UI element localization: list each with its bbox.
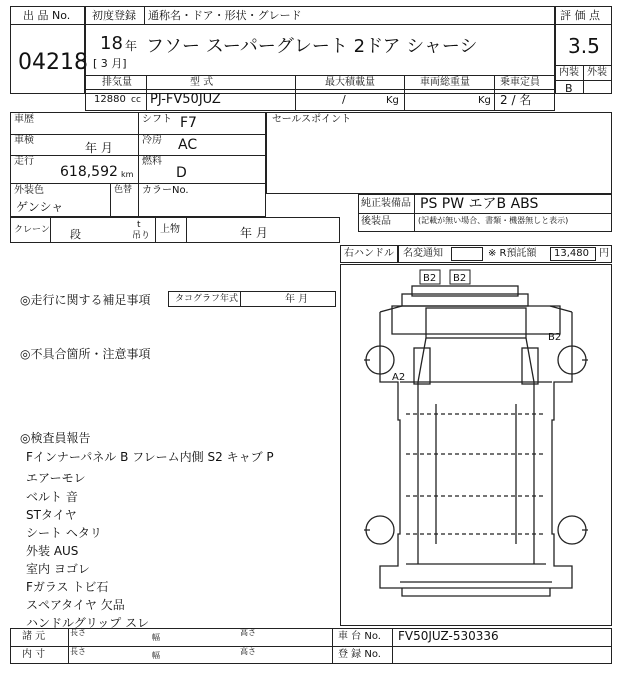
yen-unit: 円 [599, 248, 609, 259]
shift-label: シフト [142, 114, 172, 125]
color-change-label: 色替 [114, 185, 133, 195]
ac-label: 冷房 [142, 135, 162, 146]
crane-hoist: 吊り [132, 231, 151, 241]
note-line: ベルト 音 [26, 490, 78, 504]
length-label: 長さ [70, 628, 86, 637]
odo-value: 13,480 [554, 248, 589, 259]
defects-title: ◎不具合箇所・注意事項 [20, 347, 151, 361]
fuel-label: 燃料 [142, 156, 162, 167]
damage-mark: A2 [392, 372, 406, 383]
score-value: 3.5 [568, 34, 600, 58]
inner-dim-label: 内 寸 [22, 649, 46, 660]
displacement-label: 排気量 [102, 77, 132, 88]
note-line: 室内 ヨゴレ [26, 562, 90, 576]
chassis-label: 車 台 No. [338, 631, 381, 642]
truck-diagram [340, 264, 612, 626]
ext-color-value: ゲンシャ [16, 200, 64, 214]
lot-no-label: 出 品 No. [23, 9, 71, 22]
sales-point-label: セールスポイント [272, 114, 352, 125]
kg-unit-2: Kg [478, 95, 491, 106]
damage-mark: B2 [453, 273, 467, 284]
max-load-label: 最大積載量 [325, 77, 375, 88]
registration-label: 登 録 No. [338, 649, 381, 660]
tacho-value: 年 月 [285, 294, 309, 305]
mileage-label: 走行 [14, 156, 34, 167]
max-load-value: / [342, 93, 346, 106]
fuel-value: D [176, 165, 187, 181]
tacho-label: タコグラフ年式 [175, 294, 239, 304]
month-bracket: [ 3 月] [93, 57, 127, 70]
crane-label: クレーン [14, 225, 50, 235]
upper-label: 上物 [160, 224, 180, 235]
gross-weight-label: 車両総重量 [420, 77, 470, 88]
displacement-value: 12880 [94, 94, 126, 105]
note-line: 外装 AUS [26, 544, 79, 558]
kg-unit-1: Kg [386, 95, 399, 106]
after-note: (記載が無い場合、書類・機器無しと表示) [418, 216, 569, 225]
capacity-value: 2 / 名 [500, 93, 532, 107]
note-line: エアーモレ [26, 471, 86, 485]
note-line: Fインナーパネル B フレーム内側 S2 キャブ P [26, 450, 274, 464]
supplement-title: ◎走行に関する補足事項 [20, 293, 151, 307]
first-reg-label: 初度登録 [92, 9, 136, 22]
inner-length-label: 長さ [70, 647, 86, 656]
inner-width-label: 幅 [152, 651, 160, 660]
inspection-value: 年 月 [85, 141, 113, 155]
note-line: STタイヤ [26, 508, 77, 522]
inspector-title: ◎検査員報告 [20, 431, 91, 445]
lot-number: 04218 [18, 50, 88, 75]
handle-value: 右ハンドル [344, 248, 394, 259]
inner-height-label: 高さ [240, 647, 256, 656]
history-label: 車歴 [14, 114, 34, 125]
exterior-label: 外装 [587, 67, 607, 78]
vehicle-name: フソー スーパーグレート 2ドア シャーシ [146, 36, 478, 57]
crane-tons: t [137, 220, 141, 230]
note-line: シート ヘタリ [26, 526, 102, 540]
model-label: 型 式 [190, 77, 214, 88]
interior-grade: B [565, 82, 573, 95]
height-label: 高さ [240, 628, 256, 637]
shift-value: F7 [180, 115, 197, 131]
model-value: PJ-FV50JUZ [150, 92, 221, 107]
year-unit: 年 [125, 39, 138, 53]
ac-value: AC [178, 137, 198, 153]
name-label: 通称名・ドア・形状・グレード [148, 9, 302, 22]
year-value: 18 [100, 33, 123, 54]
color-no-label: カラーNo. [142, 185, 189, 196]
note-line: Fガラス トビ石 [26, 580, 109, 594]
equip-label: 純正装備品 [361, 198, 411, 209]
interior-label: 内装 [559, 67, 579, 78]
upper-value: 年 月 [240, 226, 268, 240]
cc-unit: cc [131, 95, 141, 105]
note-line: ハンドルグリップ スレ [26, 616, 150, 630]
damage-mark: B2 [548, 332, 562, 343]
damage-mark: B2 [423, 273, 437, 284]
km-unit: km [121, 170, 134, 179]
odo-label: ※ R預託額 [488, 248, 537, 259]
ext-color-label: 外装色 [14, 185, 44, 196]
mileage-value: 618,592 [60, 164, 118, 180]
name-change-label: 名変通知 [403, 248, 443, 259]
equip-value: PS PW エアB ABS [420, 196, 539, 212]
after-label: 後装品 [361, 216, 391, 227]
crane-stage: 段 [70, 228, 81, 241]
specs-label: 諸 元 [22, 631, 46, 642]
chassis-number: FV50JUZ-530336 [398, 629, 499, 643]
note-line: スペアタイヤ 欠品 [26, 598, 125, 612]
inspection-label: 車検 [14, 135, 34, 146]
capacity-label: 乗車定員 [500, 77, 540, 88]
name-change-box [451, 247, 483, 261]
width-label: 幅 [152, 633, 160, 642]
score-label: 評 価 点 [560, 9, 600, 22]
